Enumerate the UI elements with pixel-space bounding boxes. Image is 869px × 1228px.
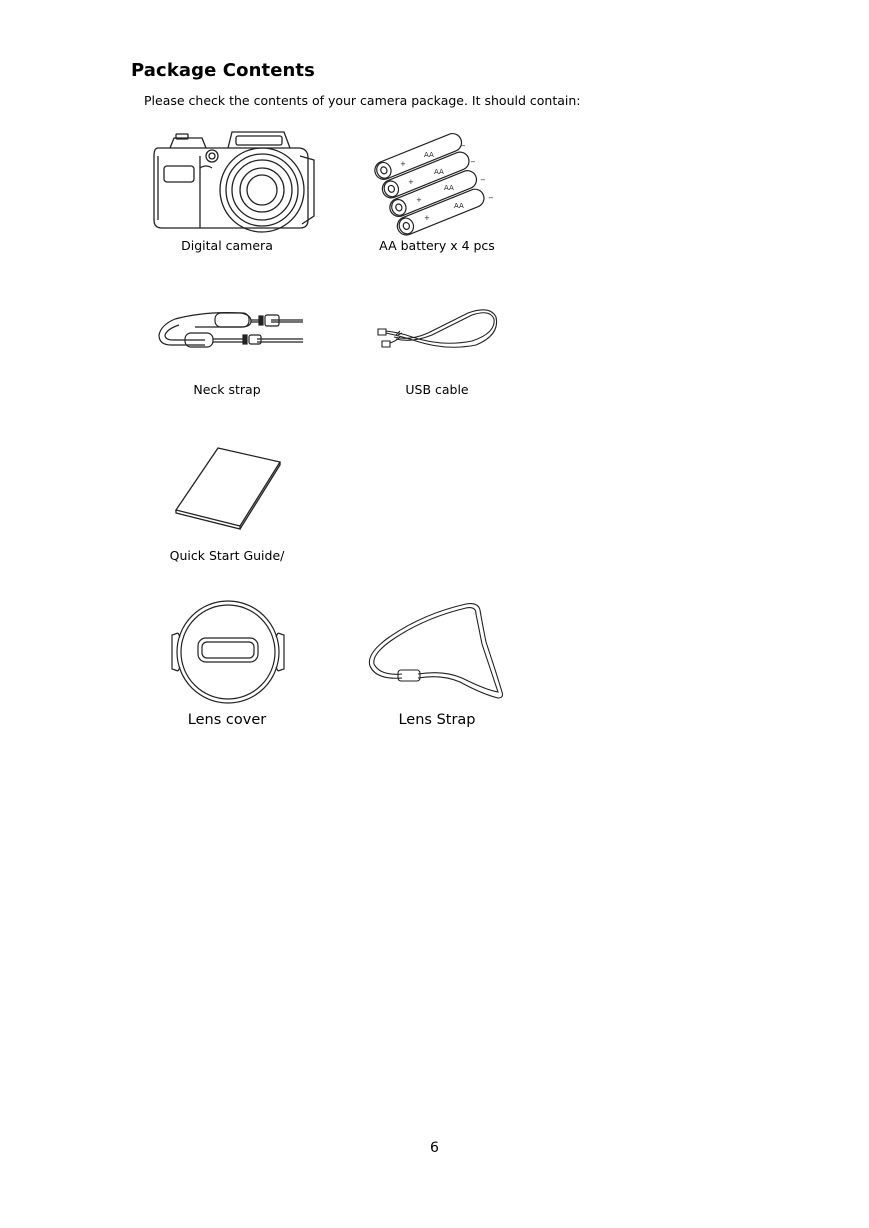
page-title: Package Contents — [131, 60, 315, 81]
battery-plus-mark: + — [424, 214, 430, 222]
lens-cover-icon — [170, 597, 290, 707]
battery-plus-mark: + — [416, 196, 422, 204]
usb-cable-icon — [372, 305, 502, 355]
item-label: Lens cover — [187, 712, 267, 728]
quick-start-guide-icon — [172, 444, 282, 529]
battery-minus-mark: − — [470, 158, 476, 166]
battery-label-mark: AA — [424, 151, 434, 159]
page-number: 6 — [430, 1140, 439, 1156]
item-label: USB cable — [405, 382, 469, 397]
neck-strap-icon — [155, 305, 305, 355]
battery-label-mark: AA — [444, 184, 454, 192]
battery-minus-mark: − — [460, 142, 466, 150]
battery-label-mark: AA — [454, 202, 464, 210]
lens-strap-icon — [362, 602, 512, 702]
battery-label-mark: AA — [434, 168, 444, 176]
battery-plus-mark: + — [408, 178, 414, 186]
battery-minus-mark: − — [488, 194, 494, 202]
aa-battery-icon — [372, 130, 502, 230]
intro-text: Please check the contents of your camera package. It should contain: — [144, 93, 581, 108]
item-label: Quick Start Guide/ — [169, 548, 285, 563]
battery-plus-mark: + — [400, 160, 406, 168]
digital-camera-icon — [150, 128, 320, 238]
battery-minus-mark: − — [480, 176, 486, 184]
item-label: Digital camera — [181, 238, 273, 253]
item-label: AA battery x 4 pcs — [379, 238, 495, 253]
item-label: Neck strap — [193, 382, 261, 397]
item-label: Lens Strap — [398, 712, 476, 728]
